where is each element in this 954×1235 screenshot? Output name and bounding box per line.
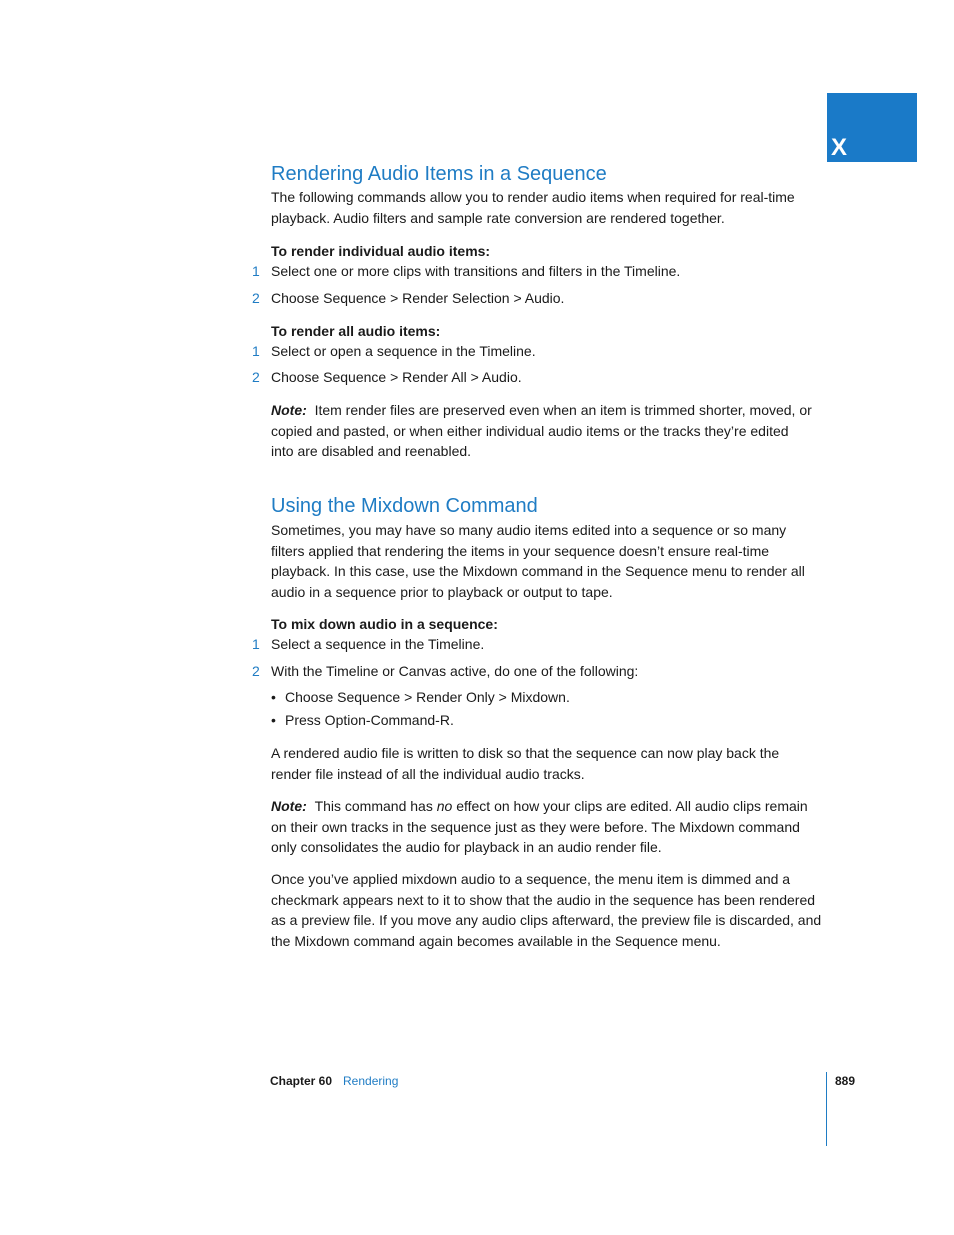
note-line1-a: This command has: [314, 798, 437, 814]
step-number: 2: [252, 290, 260, 306]
step-number: 1: [252, 263, 260, 279]
section-heading-rendering-audio: Rendering Audio Items in a Sequence: [271, 163, 607, 185]
task-title-render-individual: To render individual audio items:: [271, 243, 491, 259]
section2-intro: [271, 520, 827, 602]
step-number: 1: [252, 636, 260, 652]
intro-line: audio in a sequence prior to playback or output to tape.: [271, 583, 613, 600]
section-heading-mixdown: Using the Mixdown Command: [271, 495, 538, 517]
step-text: Select or open a sequence in the Timeline.: [271, 343, 536, 359]
list-item: [252, 367, 522, 387]
bullet-text: Press Option-Command-R.: [285, 712, 454, 728]
footer-divider: [826, 1072, 827, 1146]
intro-line: Sometimes, you may have so many audio items edited into a sequence or so many: [271, 522, 787, 538]
paragraph-rendered-file: [271, 743, 827, 784]
paragraph-line: Once you’ve applied mixdown audio to a sequence, the menu item is dimmed and a: [271, 871, 791, 887]
note-label: Note:: [271, 798, 307, 814]
section1-intro: [271, 187, 827, 228]
note-emphasis: no: [436, 798, 453, 814]
page-number: 889: [835, 1074, 856, 1088]
paragraph-line: checkmark appears next to it to show that the audio in the sequence has been rendered: [271, 891, 816, 908]
bullet-item: [271, 710, 454, 730]
step-number: 2: [252, 663, 260, 679]
bullet-dot: •: [271, 689, 276, 705]
note-mixdown: [271, 796, 827, 858]
intro-line: filters applied that rendering the items in your sequence doesn’t ensure real-time: [271, 542, 770, 559]
paragraph-line: as a preview file. If you move any audio clips afterward, the preview file is discarded, and: [271, 912, 822, 928]
step-text: Select one or more clips with transitions and filters in the Timeline.: [271, 263, 681, 279]
bullet-item: [271, 687, 570, 707]
list-item: [252, 261, 681, 281]
section1-intro-line1: The following commands allow you to render audio items when required for real-time: [271, 189, 795, 205]
intro-line: playback. In this case, use the Mixdown command in the Sequence menu to render all: [271, 563, 805, 579]
chapter-tab-letter: X: [831, 134, 848, 161]
bullet-dot: •: [271, 712, 276, 728]
chapter-tab: [827, 93, 917, 162]
step-text: With the Timeline or Canvas active, do one of the following:: [271, 663, 639, 679]
section1-intro-line2: playback. Audio filters and sample rate conversion are rendered together.: [271, 209, 725, 226]
paragraph-line: the Mixdown command again becomes available in the Sequence menu.: [271, 932, 721, 949]
note-line2: copied and pasted, or when either individual audio items or the tracks they’re edited: [271, 422, 789, 439]
footer-chapter: Chapter 60: [270, 1074, 333, 1088]
note-item-render-files: [271, 400, 827, 462]
note-line3: only consolidates the audio for playback in an audio render file.: [271, 839, 662, 855]
list-item: [252, 661, 639, 681]
paragraph-line: A rendered audio file is written to disk so that the sequence can now play back the: [271, 745, 780, 761]
footer-section-link[interactable]: Rendering: [343, 1074, 399, 1088]
note-line1-b: effect on how your clips are edited. All audio clips remain: [452, 798, 808, 814]
note-line1: Item render files are preserved even when an item is trimmed shorter, moved, or: [314, 402, 812, 418]
list-item: [252, 634, 485, 654]
note-line3: into are disabled and reenabled.: [271, 443, 472, 459]
note-label: Note:: [271, 402, 307, 418]
step-text: Choose Sequence > Render All > Audio.: [271, 369, 522, 385]
list-item: [252, 288, 565, 308]
task-title-mixdown: To mix down audio in a sequence:: [271, 616, 498, 632]
step-text: Select a sequence in the Timeline.: [271, 636, 485, 652]
bullet-text: Choose Sequence > Render Only > Mixdown.: [285, 689, 570, 705]
paragraph-mixdown-applied: [271, 869, 827, 951]
paragraph-line: render file instead of all the individual audio tracks.: [271, 765, 585, 782]
step-text: Choose Sequence > Render Selection > Audio.: [271, 290, 565, 306]
step-number: 1: [252, 343, 260, 359]
list-item: [252, 341, 536, 361]
step-number: 2: [252, 369, 260, 385]
task-title-render-all: To render all audio items:: [271, 323, 441, 339]
note-line2: on their own tracks in the sequence just as they were before. The Mixdown command: [271, 818, 800, 835]
